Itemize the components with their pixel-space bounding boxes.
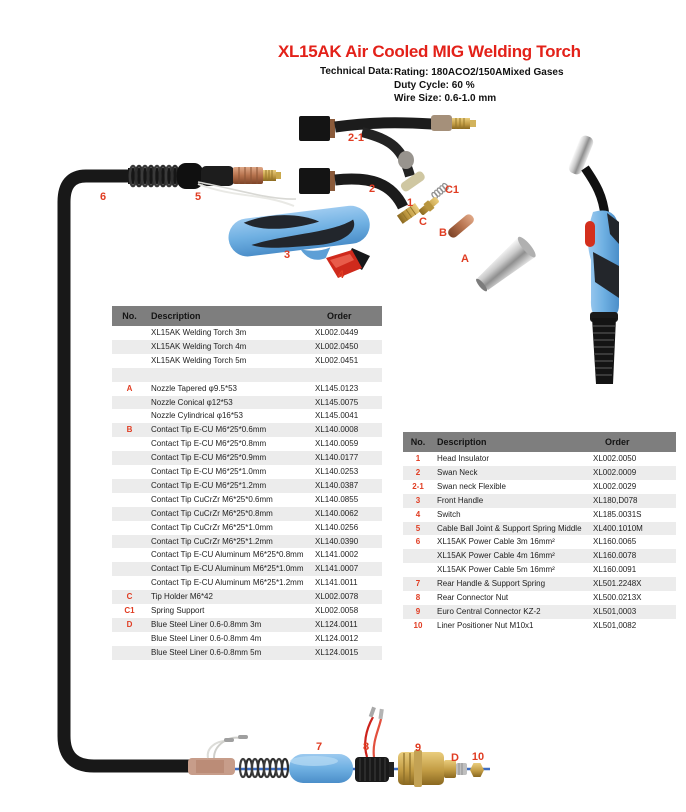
cell-description: Front Handle: [437, 495, 484, 505]
table-row: [112, 340, 382, 354]
table-row: [403, 522, 676, 536]
cell-description: Contact Tip CuCrZr M6*25*0.8mm: [151, 508, 273, 518]
rear-assembly: [188, 707, 490, 787]
cell-no: D: [126, 620, 133, 630]
header-order: Order: [307, 306, 382, 326]
callout-5: 5: [194, 191, 202, 203]
cell-no: 2-1: [412, 481, 424, 491]
cell-order: XL140.0390: [315, 536, 359, 546]
switch-part: [326, 248, 370, 278]
table-row: [112, 507, 382, 521]
cable-ball-joint-assembly: [128, 163, 296, 206]
table-row: [403, 605, 676, 619]
table-row: [403, 480, 676, 494]
cell-no: [112, 507, 147, 521]
cell-order: XL002.0451: [315, 355, 359, 365]
table-row: [112, 326, 382, 340]
table-row: [112, 479, 382, 493]
cell-description: XL15AK Welding Torch 5m: [151, 355, 247, 365]
header-description: Description: [433, 432, 585, 452]
cell-no: 6: [415, 537, 421, 547]
table-row: [112, 368, 382, 382]
table-row: [112, 632, 382, 646]
cell-description: XL15AK Power Cable 4m 16mm²: [437, 551, 555, 561]
cell-no: [112, 451, 147, 465]
table-row: [112, 382, 382, 396]
cell-no: 2: [415, 467, 421, 477]
cell-no: 7: [415, 579, 421, 589]
cell-description: Contact Tip E-CU Aluminum M6*25*1.2mm: [151, 578, 304, 588]
table-row: [403, 591, 676, 605]
table-row: [112, 437, 382, 451]
cell-no: [112, 465, 147, 479]
table-row: [403, 549, 676, 563]
cell-description: Rear Connector Nut: [437, 593, 509, 603]
cell-order: XL002.0450: [315, 341, 359, 351]
cell-order: XL160.0078: [593, 551, 637, 561]
cell-no: [112, 535, 147, 549]
callout-c1: C1: [444, 184, 460, 196]
cell-description: Blue Steel Liner 0.6-0.8mm 5m: [151, 647, 262, 657]
cell-description: Contact Tip E-CU M6*25*1.2mm: [151, 480, 267, 490]
callout-7: 7: [315, 741, 323, 753]
cell-no: [112, 437, 147, 451]
cell-no: [112, 632, 147, 646]
cell-description: Euro Central Connector KZ-2: [437, 606, 541, 616]
cell-order: XL140.0062: [315, 508, 359, 518]
torch-parts-table: [112, 306, 382, 660]
callout-8: 8: [362, 741, 370, 753]
callout-2-1: 2-1: [348, 132, 364, 144]
cell-description: Contact Tip E-CU Aluminum M6*25*1.0mm: [151, 564, 304, 574]
cell-no: [112, 368, 147, 382]
cell-description: XL15AK Welding Torch 4m: [151, 341, 247, 351]
tech-duty-cycle: Duty Cycle: 60 %: [394, 80, 475, 91]
cell-description: Nozzle Conical φ12*53: [151, 397, 233, 407]
cell-description: Swan Neck: [437, 467, 478, 477]
cell-no: B: [126, 425, 133, 435]
table-row: [112, 590, 382, 604]
cell-order: XL500.0213X: [593, 593, 642, 603]
table-header-row: [403, 432, 676, 452]
cell-no: 10: [413, 620, 423, 630]
table-row: [112, 576, 382, 590]
cell-order: XL140.0008: [315, 425, 359, 435]
cell-description: Swan neck Flexible: [437, 481, 506, 491]
header-no: No.: [112, 306, 147, 326]
table-row: [403, 466, 676, 480]
tech-data-label: Technical Data:: [320, 66, 394, 77]
cell-order: XL145.0123: [315, 383, 359, 393]
cell-description: Switch: [437, 509, 461, 519]
cell-order: XL145.0041: [315, 411, 359, 421]
cell-no: [112, 562, 147, 576]
cell-no: 1: [415, 454, 421, 463]
table-row: [112, 604, 382, 618]
cell-no: [112, 493, 147, 507]
cell-order: XL002.0078: [315, 592, 359, 602]
cell-description: Blue Steel Liner 0.6-0.8mm 3m: [151, 620, 262, 630]
cell-no: [112, 326, 147, 340]
cell-order: XL002.0029: [593, 481, 637, 491]
cell-description: XL15AK Welding Torch 3m: [151, 328, 247, 337]
table-row: [112, 535, 382, 549]
table-row: [112, 493, 382, 507]
cell-no: [112, 479, 147, 493]
cell-no: A: [126, 383, 133, 393]
header-order: Order: [585, 432, 676, 452]
cell-order: XL140.0059: [315, 439, 359, 449]
cell-order: XL124.0015: [315, 647, 359, 657]
cell-no: [112, 548, 147, 562]
cell-no: [112, 396, 147, 410]
table-row: [112, 618, 382, 632]
cell-description: Nozzle Cylindrical φ16*53: [151, 411, 243, 421]
table-row: [112, 521, 382, 535]
cell-description: Nozzle Tapered φ9.5*53: [151, 383, 237, 393]
table-row: [403, 452, 676, 466]
table-row: [403, 508, 676, 522]
cell-description: Contact Tip CuCrZr M6*25*1.2mm: [151, 536, 273, 546]
cell-order: XL140.0387: [315, 480, 359, 490]
cell-no: 9: [415, 606, 421, 616]
cell-order: XL124.0012: [315, 633, 359, 643]
tech-wire-size: Wire Size: 0.6-1.0 mm: [394, 93, 497, 104]
table-header-row: [112, 306, 382, 326]
table-row: [112, 562, 382, 576]
tech-rating: Rating: 180ACO2/150AMixed Gases: [394, 67, 564, 78]
cell-description: Contact Tip E-CU M6*25*1.0mm: [151, 467, 267, 477]
cell-no: [112, 354, 147, 368]
cell-order: XL185.0031S: [593, 509, 642, 519]
cell-description: [147, 368, 307, 382]
page-title: XL15AK Air Cooled MIG Welding Torch: [278, 42, 581, 61]
table-row: [112, 465, 382, 479]
cell-description: Rear Handle & Support Spring: [437, 579, 546, 589]
cell-no: [112, 576, 147, 590]
cell-order: XL160.0091: [593, 565, 637, 575]
cell-no: [112, 409, 147, 423]
contact-tip-part: [446, 213, 475, 240]
cell-no: 5: [415, 523, 421, 533]
callout-c: C: [419, 216, 427, 228]
callout-9: 9: [414, 742, 422, 754]
cell-order: XL002.0449: [315, 328, 359, 337]
table-row: [112, 409, 382, 423]
cell-order: XL140.0177: [315, 453, 359, 463]
cell-order: XL501,0003: [593, 606, 637, 616]
cell-description: Contact Tip E-CU Aluminum M6*25*0.8mm: [151, 550, 304, 560]
cell-no: [403, 549, 433, 563]
cell-order: XL141.0011: [315, 578, 358, 588]
cell-no: C1: [124, 606, 135, 616]
callout-4: 4: [337, 269, 345, 281]
cell-order: XL002.0009: [593, 467, 637, 477]
assembled-torch: [567, 134, 619, 384]
cell-description: Cable Ball Joint & Support Spring Middle: [437, 523, 582, 533]
cell-no: [112, 340, 147, 354]
table-row: [403, 535, 676, 549]
cell-description: XL15AK Power Cable 3m 16mm²: [437, 537, 555, 547]
cell-description: Contact Tip E-CU M6*25*0.6mm: [151, 425, 267, 435]
callout-10: 10: [471, 751, 485, 763]
table-row: [112, 451, 382, 465]
cell-order: XL400.1010M: [593, 523, 643, 533]
cell-no: [112, 521, 147, 535]
header-no: No.: [403, 432, 433, 452]
cell-description: XL15AK Power Cable 5m 16mm²: [437, 565, 555, 575]
cell-order: XL140.0855: [315, 494, 359, 504]
callout-1: 1: [406, 197, 414, 209]
table-row: [112, 423, 382, 437]
cell-description: Blue Steel Liner 0.6-0.8mm 4m: [151, 633, 262, 643]
cell-description: Contact Tip CuCrZr M6*25*1.0mm: [151, 522, 273, 532]
callout-2: 2: [368, 183, 376, 195]
table-row: [112, 354, 382, 368]
table-row: [112, 396, 382, 410]
cell-order: XL124.0011: [315, 620, 358, 630]
cell-no: 4: [415, 509, 421, 519]
cell-no: [112, 646, 147, 660]
callout-6: 6: [99, 191, 107, 203]
cell-description: Liner Positioner Nut M10x1: [437, 620, 534, 630]
cell-no: C: [126, 592, 133, 602]
table-row: [403, 563, 676, 577]
cell-no: 8: [415, 593, 421, 603]
callout-a: A: [461, 253, 469, 265]
cell-order: XL140.0256: [315, 522, 359, 532]
cell-order: XL180,D078: [593, 495, 638, 505]
callout-3: 3: [283, 249, 291, 261]
torch-components-table: [403, 432, 676, 633]
callout-d: D: [451, 752, 459, 764]
cell-description: Tip Holder M6*42: [151, 592, 213, 602]
cell-description: Contact Tip E-CU M6*25*0.9mm: [151, 453, 267, 463]
cell-order: XL160.0065: [593, 537, 637, 547]
cell-description: Contact Tip CuCrZr M6*25*0.6mm: [151, 494, 273, 504]
cell-order: XL141.0002: [315, 550, 359, 560]
tech-data-lines: [394, 66, 564, 105]
callout-b: B: [439, 227, 447, 239]
table-row: [403, 494, 676, 508]
cell-no: [403, 563, 433, 577]
cell-order: XL002.0058: [315, 606, 359, 616]
cell-description: Head Insulator: [437, 454, 490, 463]
nozzle-part: [471, 235, 538, 297]
cell-order: XL145.0075: [315, 397, 359, 407]
cell-no: 3: [415, 495, 421, 505]
cell-description: Contact Tip E-CU M6*25*0.8mm: [151, 439, 267, 449]
cell-order: XL141.0007: [315, 564, 359, 574]
table-row: [403, 619, 676, 633]
header-description: Description: [147, 306, 307, 326]
cell-order: XL140.0253: [315, 467, 359, 477]
cell-order: [307, 368, 382, 382]
cell-description: Spring Support: [151, 606, 205, 616]
table-row: [403, 577, 676, 591]
table-row: [112, 548, 382, 562]
cell-order: XL501.2248X: [593, 579, 642, 589]
cell-order: XL002.0050: [593, 454, 637, 463]
cell-order: XL501,0082: [593, 620, 637, 630]
table-row: [112, 646, 382, 660]
